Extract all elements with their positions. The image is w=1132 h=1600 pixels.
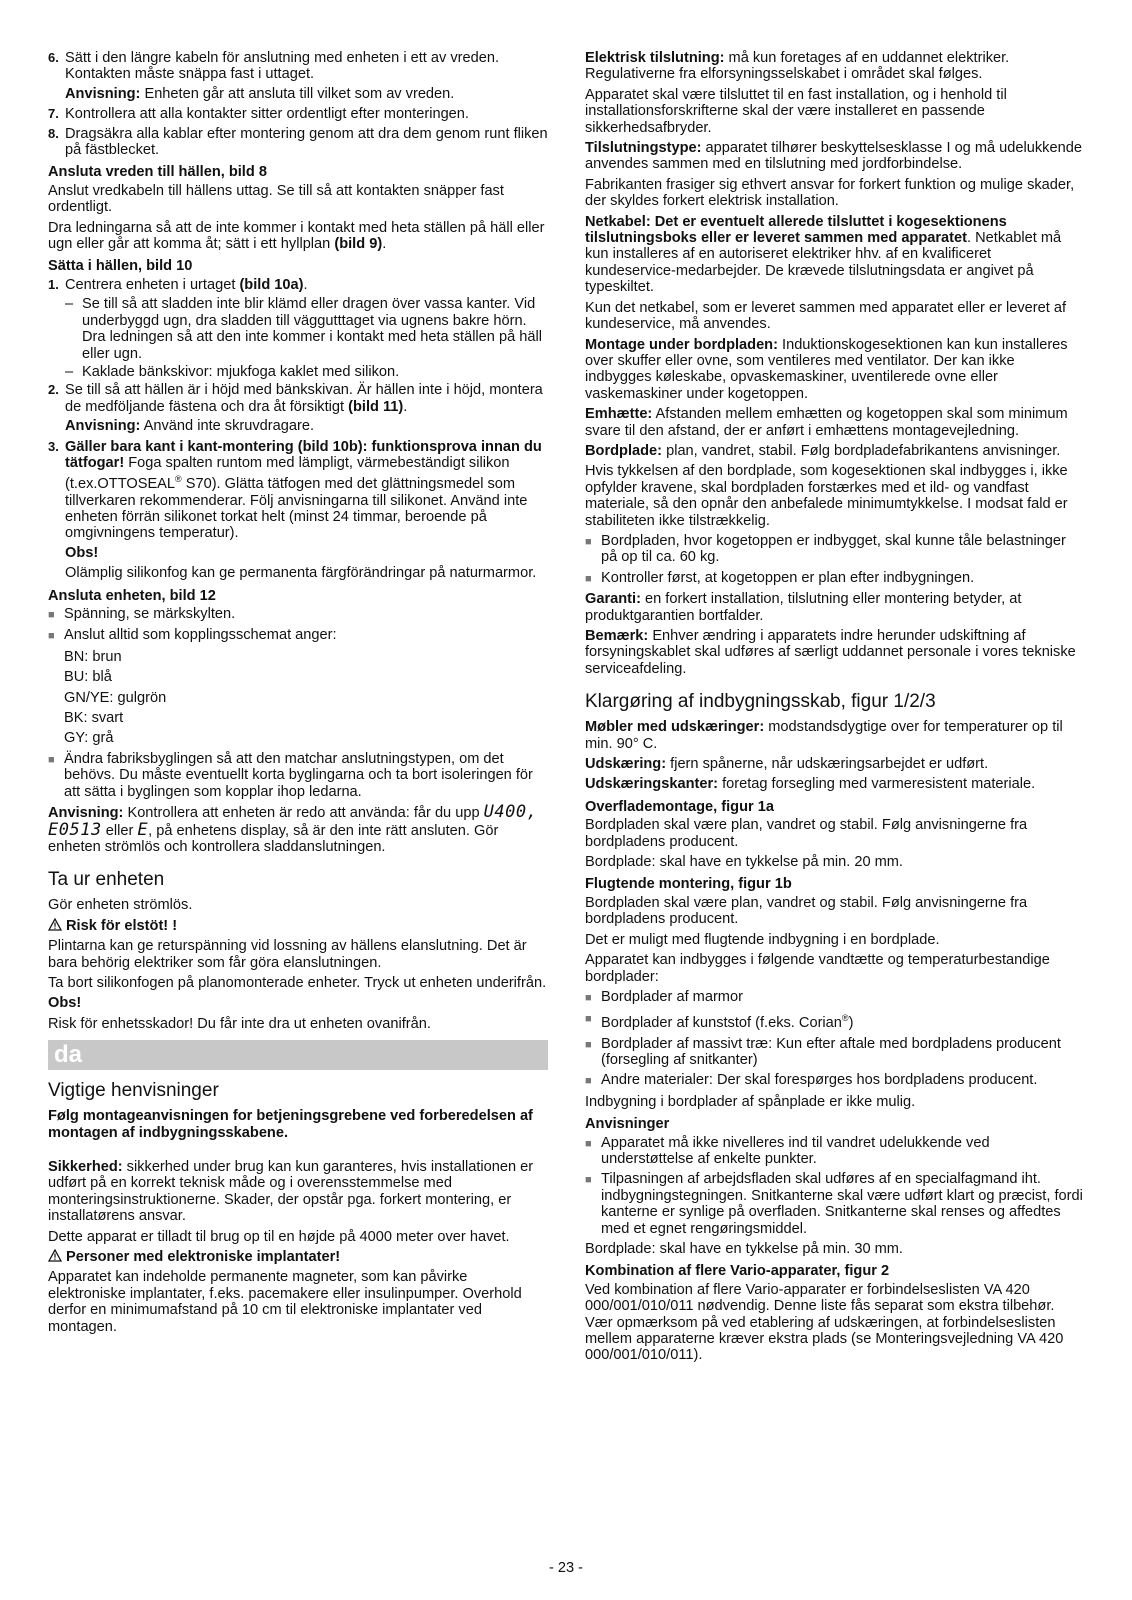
paragraph: Udskæring: fjern spånerne, når udskæringsarbejdet er udført. bbox=[585, 756, 989, 773]
paragraph: Bordplade: skal have en tykkelse på min. 20 mm. bbox=[585, 854, 903, 871]
risk-warning: Risk för elstöt! ! bbox=[48, 918, 548, 934]
dash-item: – Kaklade bänkskivor: mjukfoga kaklet med silikon. bbox=[65, 363, 400, 380]
list-item: ■ Tilpasningen af arbejdsfladen skal udføres af en specialfagmand iht. indbygningstegningen. Snitkanterne skal være udført klart og præcist, fordi kanterne er synlige på overfladen. Snitkanterne skal renses og affedtes med et egnet rengøringsmiddel. bbox=[585, 1171, 1083, 1237]
paragraph: Dra ledningarna så att de inte kommer i kontakt med heta ställen på häll eller ugn eller går att komma åt; sätt i ett hyllplan (bild 9). bbox=[48, 219, 545, 253]
square-bullet-icon: ■ bbox=[585, 1137, 592, 1150]
wire-color: BK: svart bbox=[64, 710, 124, 727]
paragraph: Dette apparat er tilladt til brug op til en højde på 4000 meter over havet. bbox=[48, 1228, 510, 1245]
list-item: ■ Bordplader af massivt træ: Kun efter aftale med bordpladens producent (forsegling af snitkanter) bbox=[585, 1035, 1061, 1068]
paragraph: Apparatet skal være tilsluttet til en fast installation, og i henhold til installationsforskrifterne skal der være installeret en passende sikkerhedsafbryder. bbox=[585, 86, 1007, 136]
paragraph: Udskæringskanter: foretag forsegling med varmeresistent materiale. bbox=[585, 776, 1036, 793]
list-item: ■ Apparatet må ikke nivelleres ind til vandret udelukkende ved understøttelse af enkelte punkter. bbox=[585, 1134, 990, 1168]
paragraph: Indbygning i bordplader af spånplade er ikke mulig. bbox=[585, 1093, 916, 1110]
warning-triangle-icon bbox=[48, 1249, 62, 1262]
wire-color: BU: blå bbox=[64, 669, 112, 686]
heading-bild-8: Ansluta vreden till hällen, bild 8 bbox=[48, 164, 267, 181]
square-bullet-icon: ■ bbox=[585, 1075, 592, 1088]
paragraph: Hvis tykkelsen af den bordplade, som kogesektionen skal indbygges i, ikke opfylder kravene, skal bordpladen forstærkes med et ild- og vandfast materiale, så den opnår den anbefalede minimumtykkelse. I modsat fald er stabiliteten ikke tilstrækkelig. bbox=[585, 463, 1068, 529]
paragraph: Garanti: en forkert installation, tilslutning eller montering betyder, at produktgarantien bortfalder. bbox=[585, 591, 1022, 624]
step-2: 2. Se till så att hällen är i höjd med bänkskivan. Är hällen inte i höjd, montera de medföljande fästena och dra åt försiktigt (bild 11). bbox=[48, 382, 543, 415]
wire-color: GY: grå bbox=[64, 730, 114, 747]
list-item: ■ Andre materialer: Der skal forespørges hos bordpladens producent. bbox=[585, 1072, 1038, 1089]
dash-item: – Se till så att sladden inte blir klämd eller dragen över vassa kanter. Vid underbyggd ugn, dra sladden till väggutttaget via ugnens bakre hörn. Dra ledningen så att den inte kommer i kontakt med heta ställen på häll eller ugn. bbox=[65, 296, 542, 362]
display-code: E bbox=[137, 819, 149, 840]
paragraph: Bordpladen skal være plan, vandret og stabil. Følg anvisningerne fra bordpladens producent. bbox=[585, 817, 1028, 850]
square-bullet-icon: ■ bbox=[48, 609, 55, 622]
paragraph: Netkabel: Det er eventuelt allerede tilsluttet i kogesektionens tilslutningsboks eller er leveret sammen med apparatet. Netkablet må kun installeres af en autoriseret elektriker hhv. af en kvalificeret kundeservice-medarbejder. De krævede tilslutningsdata er angivet på typeskiltet. bbox=[585, 213, 1062, 296]
step-7: 7. Kontrollera att alla kontakter sitter ordentligt efter monteringen. bbox=[48, 106, 469, 123]
list-item: ■ Kontroller først, at kogetoppen er plan efter indbygningen. bbox=[585, 569, 975, 586]
list-item: ■ Bordplader af kunststof (f.eks. Corian®) bbox=[585, 1010, 1085, 1031]
display-code: U400, E0513 bbox=[48, 802, 538, 840]
wire-color: GN/YE: gulgrön bbox=[64, 689, 167, 706]
left-column bbox=[48, 50, 548, 1339]
heading-figur-1a: Overflademontage, figur 1a bbox=[585, 798, 774, 815]
paragraph: Gör enheten strömlös. bbox=[48, 897, 193, 914]
square-bullet-icon: ■ bbox=[585, 1038, 592, 1051]
list-item: ■ Spänning, se märkskylten. bbox=[48, 606, 236, 623]
heading-anvisninger: Anvisninger bbox=[585, 1116, 670, 1133]
note-2: Anvisning: Använd inte skruvdragare. bbox=[65, 418, 315, 435]
step-6: 6. Sätt i den längre kabeln för anslutning med enheten i ett av vreden. Kontakten måste snäppa fast i uttaget. bbox=[48, 50, 500, 83]
section-title: Ta ur enheten bbox=[48, 869, 165, 891]
right-column bbox=[585, 50, 1085, 1368]
paragraph: Plintarna kan ge returspänning vid lossning av hällens elanslutning. Det är bara behörig elektriker som får göra elanslutningen. bbox=[48, 938, 527, 971]
list-item: ■ Bordpladen, hvor kogetoppen er indbygget, skal kunne tåle belastninger på op til ca. 60 kg. bbox=[585, 532, 1066, 566]
square-bullet-icon: ■ bbox=[585, 1174, 592, 1187]
heading-bild-10: Sätta i hällen, bild 10 bbox=[48, 258, 193, 275]
note-1: Anvisning: Enheten går att ansluta till vilket som av vreden. bbox=[65, 85, 455, 102]
page-number: - 23 - bbox=[548, 1560, 584, 1576]
obs-label: Obs! bbox=[65, 544, 99, 561]
square-bullet-icon: ■ bbox=[585, 572, 592, 585]
step-3: 3. Gäller bara kant i kant-montering (bild 10b): funktionsprova innan du tätfogar! Foga spalten runtom med lämpligt, värmebeständigt silikon (t.ex.OTTOSEAL® S70). Glätta tätfogen med det glättningsmedel som tillverkaren rekommenderar. Följ anvisningarna till silikonet. Använd inte enheten förrän silikonet torkat helt (minst 24 timmar, beroende på omgivningens temperatur). bbox=[48, 438, 542, 542]
implant-warning: Personer med elektroniske implantater! bbox=[48, 1249, 548, 1265]
note-3: Anvisning: Kontrollera att enheten är redo att använda: får du upp U400, E0513 eller E, på enhetens display, så är den inte rätt ansluten. Gör enheten strömlös och kontrollera sladdanslutningen. bbox=[48, 802, 538, 855]
paragraph: Bordplade: skal have en tykkelse på min. 30 mm. bbox=[585, 1241, 903, 1258]
heading-figur-1b: Flugtende montering, figur 1b bbox=[585, 876, 792, 893]
paragraph: Bordpladen skal være plan, vandret og stabil. Følg anvisningerne fra bordpladens producent. bbox=[585, 894, 1028, 928]
paragraph: Ta bort silikonfogen på planomonterade enheter. Tryck ut enheten underifrån. bbox=[48, 974, 547, 991]
step-1: 1. Centrera enheten i urtaget (bild 10a). bbox=[48, 276, 308, 293]
list-item: ■ Anslut alltid som kopplingsschemat anger: bbox=[48, 627, 337, 644]
section-title: Klargøring af indbygningsskab, figur 1/2/3 bbox=[585, 691, 936, 713]
intro-text: Følg montageanvisningen for betjeningsgrebene ved forberedelsen af montagen af indbygningsskabene. bbox=[48, 1108, 533, 1141]
paragraph: Møbler med udskæringer: modstandsdygtige over for temperaturer op til min. 90° C. bbox=[585, 719, 1063, 752]
obs-text: Risk för enhetsskador! Du får inte dra ut enheten ovanifrån. bbox=[48, 1015, 431, 1032]
warning-triangle-icon bbox=[48, 918, 62, 931]
square-bullet-icon: ■ bbox=[585, 535, 592, 548]
heading-bild-12: Ansluta enheten, bild 12 bbox=[48, 587, 216, 604]
list-item: ■ Ändra fabriksbyglingen så att den matchar anslutningstypen, om det behövs. Du måste eventuellt korta byglingarna och ta bort isoleringen för att sätta i byglingen som kopplar ihop ledarna. bbox=[48, 750, 533, 800]
paragraph: Emhætte: Afstanden mellem emhætten og kogetoppen skal som minimum svare til den afstand, der er anført i emhættens montagevejledning. bbox=[585, 406, 1068, 439]
square-bullet-icon: ■ bbox=[585, 1013, 592, 1026]
square-bullet-icon: ■ bbox=[48, 630, 55, 643]
paragraph: Bordplade: plan, vandret, stabil. Følg bordpladefabrikantens anvisninger. bbox=[585, 442, 1061, 459]
obs-text: Olämplig silikonfog kan ge permanenta färgförändringar på naturmarmor. bbox=[65, 565, 537, 582]
paragraph: Sikkerhed: sikkerhed under brug kan kun garanteres, hvis installationen er udført på en korrekt teknisk måde og i overensstemmelse med monteringsinstruktionerne. Skader, der opstår pga. forkert montering, er installatørens ansvar. bbox=[48, 1158, 534, 1225]
section-title: Vigtige henvisninger bbox=[48, 1080, 219, 1102]
paragraph: Anslut vredkabeln till hällens uttag. Se till så att kontakten snäpper fast ordentligt. bbox=[48, 182, 504, 216]
paragraph: Det er muligt med flugtende indbygning i en bordplade. bbox=[585, 931, 940, 948]
paragraph: Elektrisk tilslutning: må kun foretages af en uddannet elektriker. Regulativerne fra elforsyningsselskabet i området skal følges. bbox=[585, 50, 1010, 83]
step-8: 8. Dragsäkra alla kablar efter montering genom att dra dem genom runt fliken på fästblecket. bbox=[48, 125, 548, 159]
paragraph: Bemærk: Enhver ændring i apparatets indre herunder udskiftning af forsyningskablet skal udføres af særligt uddannet personale i vores tekniske serviceafdeling. bbox=[585, 628, 1076, 677]
paragraph: Tilslutningstype: apparatet tilhører beskyttelsesklasse I og må udelukkende anvendes sammen med en tilslutning med jordforbindelse. bbox=[585, 140, 1082, 173]
paragraph: Fabrikanten frasiger sig ethvert ansvar for forkert funktion og mulige skader, der skyldes forkert elektrisk installation. bbox=[585, 176, 1075, 210]
square-bullet-icon: ■ bbox=[585, 991, 592, 1004]
paragraph: Apparatet kan indeholde permanente magneter, som kan påvirke elektroniske implantater, f.eks. pacemakere eller insulinpumper. Overhold derfor en minimumafstand på 10 cm til elektroniske implantater ved montagen. bbox=[48, 1269, 522, 1335]
obs-label: Obs! bbox=[48, 995, 82, 1012]
paragraph: Ved kombination af flere Vario-apparater er forbindelseslisten VA 420 000/001/010/011 nødvendig. Denne liste fås separat som ekstra tilbehør. Vær opmærksom på ved etablering af udskæringen, at forbindelseslisten mellem apparaterne kræver ekstra plads (se Monteringsvejledning VA 420 000/001/010/011). bbox=[585, 1281, 1064, 1364]
paragraph: Kun det netkabel, som er leveret sammen med apparatet eller er leveret af kundeservice, må anvendes. bbox=[585, 299, 1067, 333]
paragraph: Apparatet kan indbygges i følgende vandtætte og temperaturbestandige bordplader: bbox=[585, 952, 1050, 985]
heading-kombination: Kombination af flere Vario-apparater, figur 2 bbox=[585, 1263, 890, 1280]
list-item: ■ Bordplader af marmor bbox=[585, 988, 743, 1005]
wire-color: BN: brun bbox=[64, 648, 122, 665]
paragraph: Montage under bordpladen: Induktionskogesektionen kan kun installeres over skuffer eller ovne, som ventileres med ventilator. Der kan ikke indbygges køleskabe, opvaskemaskiner, uventilerede ovne eller vaskemaskiner under kogetoppen. bbox=[585, 336, 1068, 402]
square-bullet-icon: ■ bbox=[48, 753, 55, 766]
language-tab: da bbox=[48, 1040, 548, 1070]
